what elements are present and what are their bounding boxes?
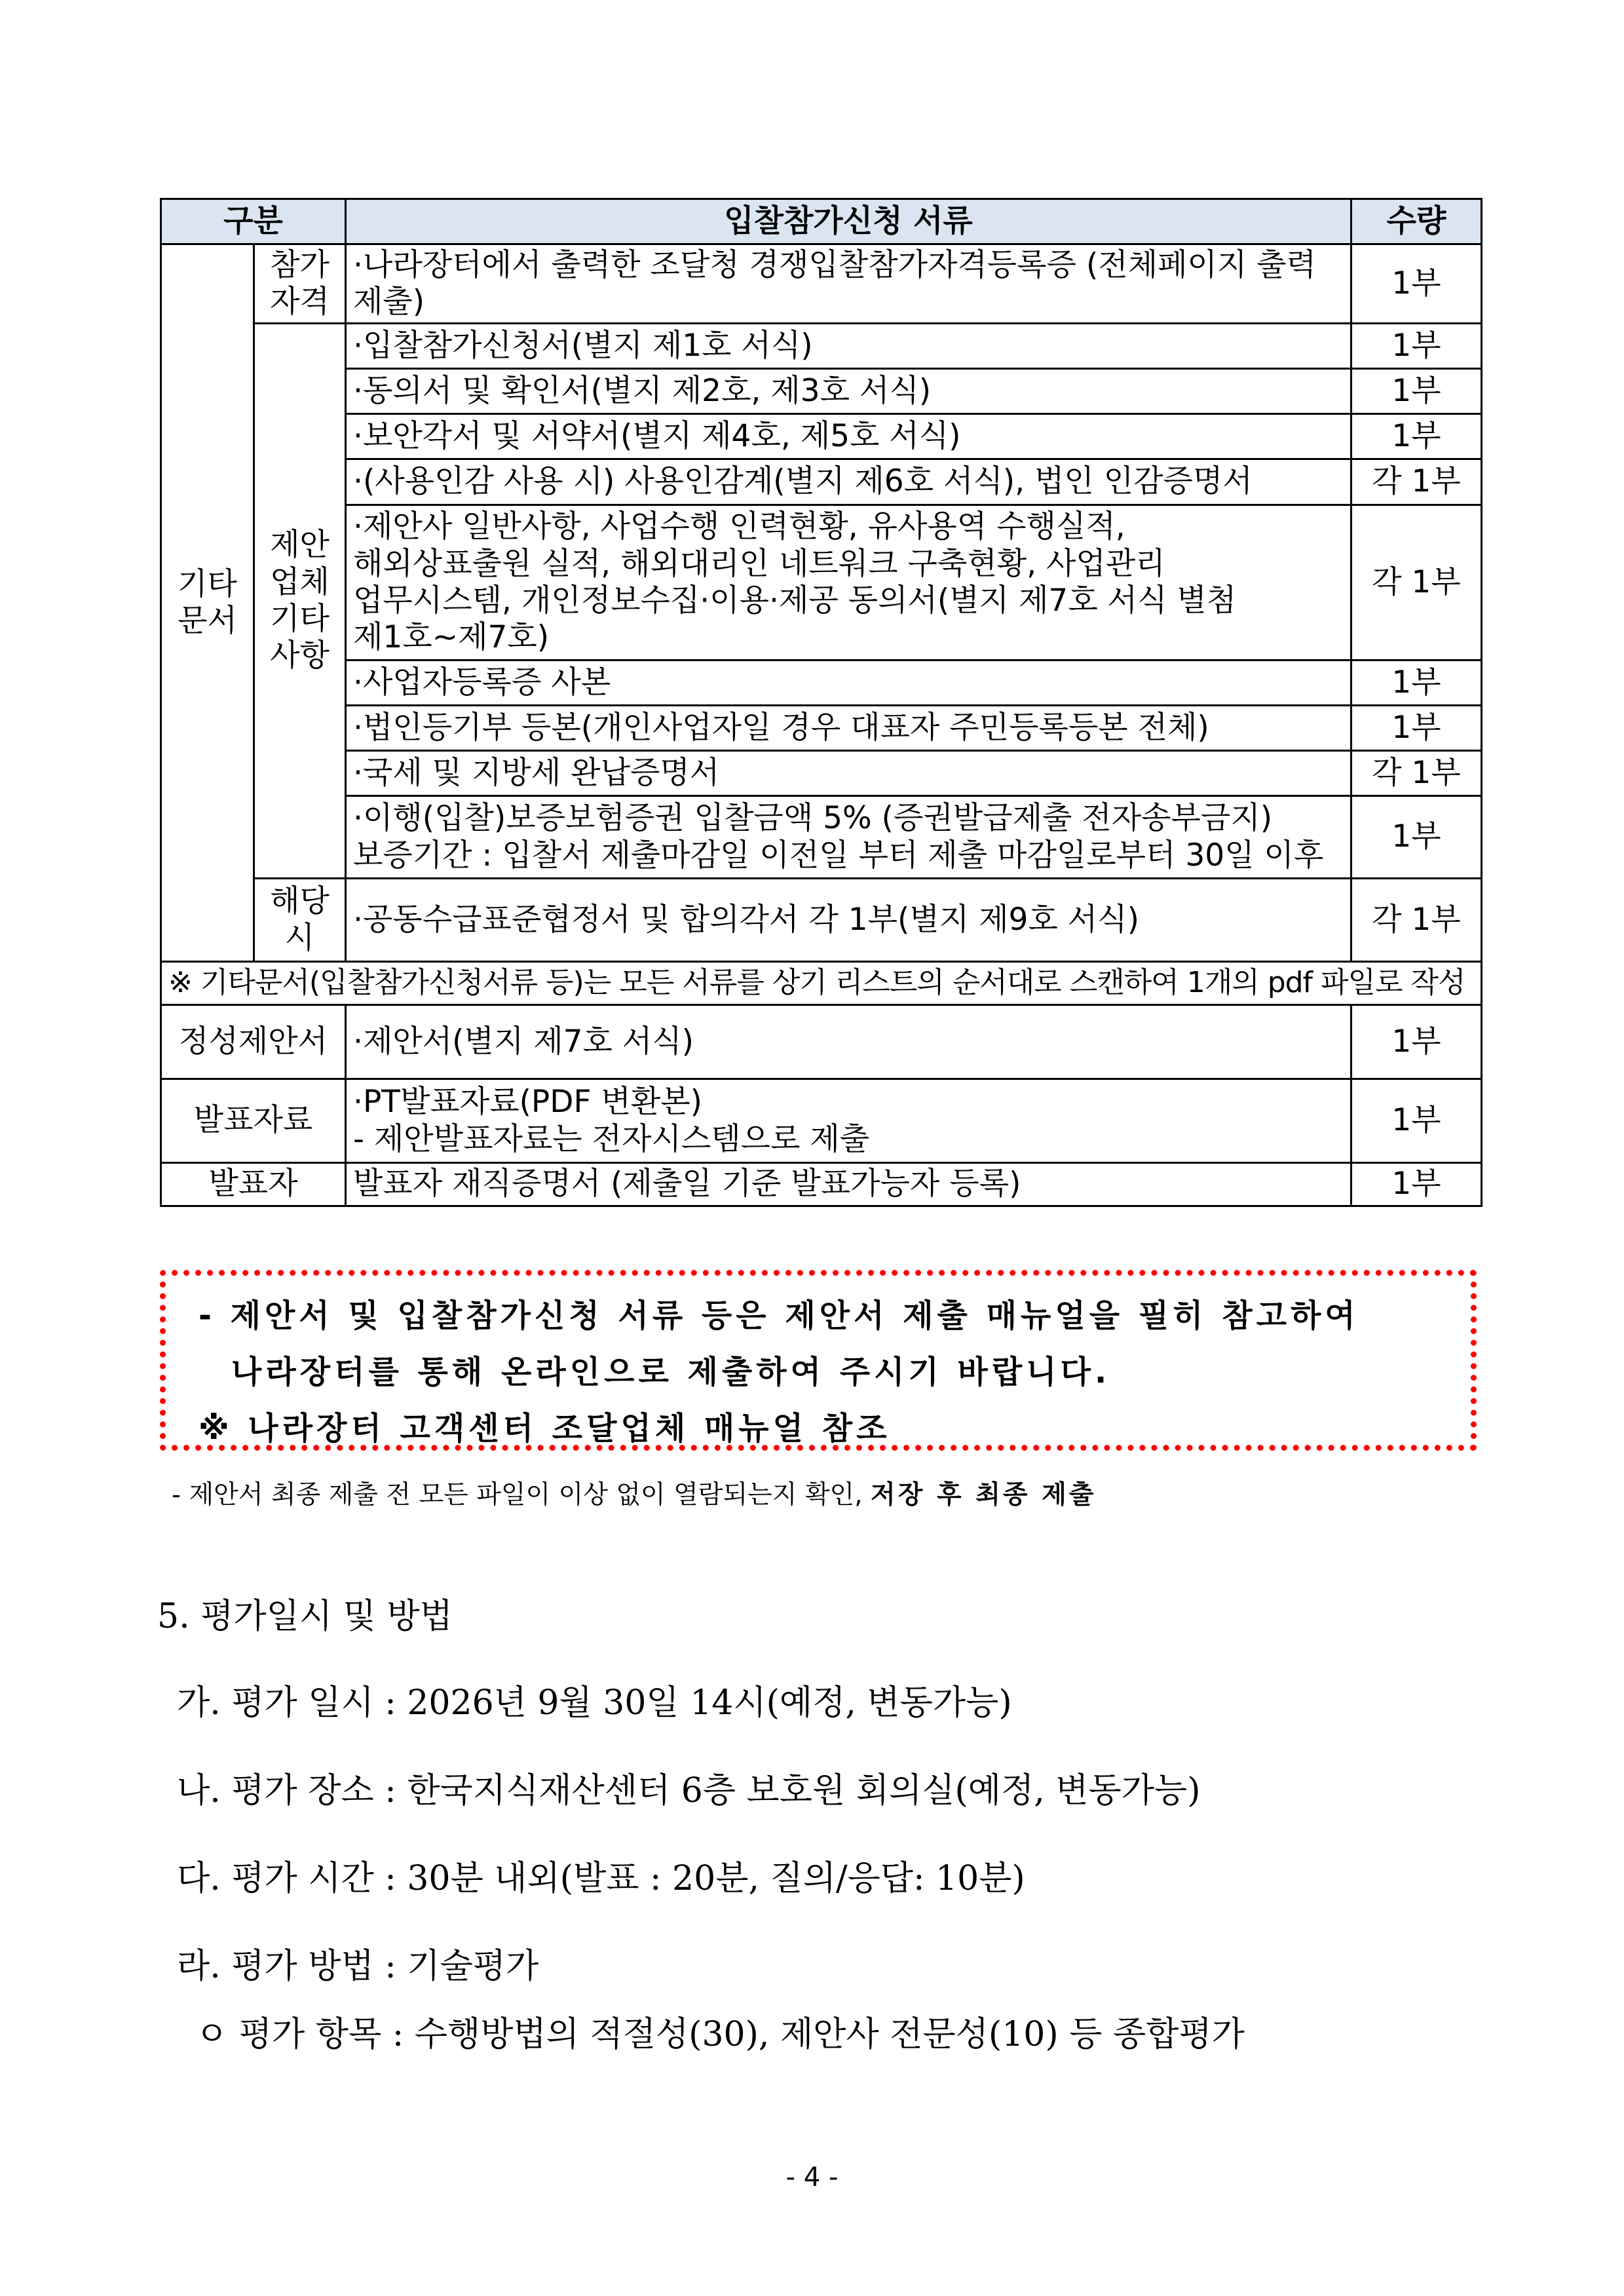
notice-line-3: ※ 나라장터 고객센터 조달업체 매뉴얼 참조 [198,1410,891,1447]
submission-documents-table [160,198,1482,1207]
group-label-other-docs: 기타 문서 [161,244,254,962]
table-row [161,324,1482,369]
qty-application: 1부 [1351,324,1482,369]
table-row [161,660,1482,706]
eval-place: 나. 평가 장소 : 한국지식재산센터 6층 보호원 회의실(예정, 변동가능) [177,1771,1201,1810]
qty-presenter: 1부 [1351,1163,1482,1206]
table-row [161,459,1482,505]
header-quantity: 수량 [1351,199,1482,244]
section-title: 5. 평가일시 및 방법 [157,1597,453,1636]
table-row [161,1163,1482,1206]
doc-proposal: ·제안서(별지 제7호 서식) [346,1005,1351,1079]
doc-consent: ·동의서 및 확인서(별지 제2호, 제3호 서식) [346,369,1351,414]
table-row [161,505,1482,660]
label-presentation: 발표자료 [161,1079,346,1163]
final-note-emphasis: 저장 후 최종 제출 [871,1480,1097,1510]
qty-seal: 각 1부 [1351,459,1482,505]
qty-presentation: 1부 [1351,1079,1482,1163]
eval-method: 라. 평가 방법 : 기술평가 [177,1947,539,1986]
doc-application: ·입찰참가신청서(별지 제1호 서식) [346,324,1351,369]
table-header-row [161,199,1482,244]
final-note-text: - 제안서 최종 제출 전 모든 파일이 이상 없이 열람되는지 확인, [172,1480,871,1510]
table-row [161,414,1482,459]
doc-security: ·보안각서 및 서약서(별지 제4호, 제5호 서식) [346,414,1351,459]
doc-business-reg: ·사업자등록증 사본 [346,660,1351,706]
notice-line-1: - 제안서 및 입찰참가신청 서류 등은 제안서 제출 매뉴얼을 필히 참고하여 [198,1297,1359,1334]
label-proposal: 정성제안서 [161,1005,346,1079]
qty-tax: 각 1부 [1351,751,1482,796]
qty-business-reg: 1부 [1351,660,1482,706]
doc-qualification: ·나라장터에서 출력한 조달청 경쟁입찰참가자격등록증 (전체페이지 출력 제출) [346,244,1351,324]
sub-label-joint: 해당 시 [254,879,346,962]
header-category: 구분 [161,199,346,244]
doc-general: ·제안사 일반사항, 사업수행 인력현황, 유사용역 수행실적, 해외상표출원 실적, 해외대리인 네트워크 구축현황, 사업관리 업무시스템, 개인정보수집·이용·제공 동의서(별지 제7호 서식 별첨 제1호~제7호) [346,505,1351,660]
qty-joint: 각 1부 [1351,879,1482,962]
qty-security: 1부 [1351,414,1482,459]
eval-criteria: ㅇ 평가 항목 : 수행방법의 적절성(30), 제안사 전문성(10) 등 종합평가 [195,2015,1245,2054]
doc-tax: ·국세 및 지방세 완납증명서 [346,751,1351,796]
table-row [161,796,1482,879]
sub-label-qualification: 참가 자격 [254,244,346,324]
qty-general: 각 1부 [1351,505,1482,660]
doc-corp-reg: ·법인등기부 등본(개인사업자일 경우 대표자 주민등록등본 전체) [346,706,1351,751]
table-row [161,1079,1482,1163]
table-note-row [161,962,1482,1005]
qty-bond: 1부 [1351,796,1482,879]
qty-consent: 1부 [1351,369,1482,414]
page-number: - 4 - [785,2162,839,2192]
table-row [161,751,1482,796]
table-row [161,369,1482,414]
table-row [161,1005,1482,1079]
eval-date: 가. 평가 일시 : 2026년 9월 30일 14시(예정, 변동가능) [177,1683,1012,1723]
final-check-note [172,1474,1096,1511]
header-documents: 입찰참가신청 서류 [346,199,1351,244]
eval-time: 다. 평가 시간 : 30분 내외(발표 : 20분, 질의/응답: 10분) [177,1859,1025,1898]
notice-line-2: 나라장터를 통해 온라인으로 제출하여 주시기 바랍니다. [231,1354,1111,1390]
qty-qualification: 1부 [1351,244,1482,324]
qty-proposal: 1부 [1351,1005,1482,1079]
doc-presenter: 발표자 재직증명서 (제출일 기준 발표가능자 등록) [346,1163,1351,1206]
notice-box [160,1270,1477,1451]
doc-joint: ·공동수급표준협정서 및 합의각서 각 1부(별지 제9호 서식) [346,879,1351,962]
doc-presentation: ·PT발표자료(PDF 변환본) - 제안발표자료는 전자시스템으로 제출 [346,1079,1351,1163]
sub-label-company-other: 제안 업체 기타 사항 [254,324,346,879]
doc-seal: ·(사용인감 사용 시) 사용인감계(별지 제6호 서식), 법인 인감증명서 [346,459,1351,505]
table-note: ※ 기타문서(입찰참가신청서류 등)는 모든 서류를 상기 리스트의 순서대로 스캔하여 1개의 pdf 파일로 작성 [161,962,1482,1005]
table-row [161,244,1482,324]
label-presenter: 발표자 [161,1163,346,1206]
table-row [161,879,1482,962]
qty-corp-reg: 1부 [1351,706,1482,751]
doc-bond: ·이행(입찰)보증보험증권 입찰금액 5% (증권발급제출 전자송부금지) 보증기간 : 입찰서 제출마감일 이전일 부터 제출 마감일로부터 30일 이후 [346,796,1351,879]
table-row [161,706,1482,751]
